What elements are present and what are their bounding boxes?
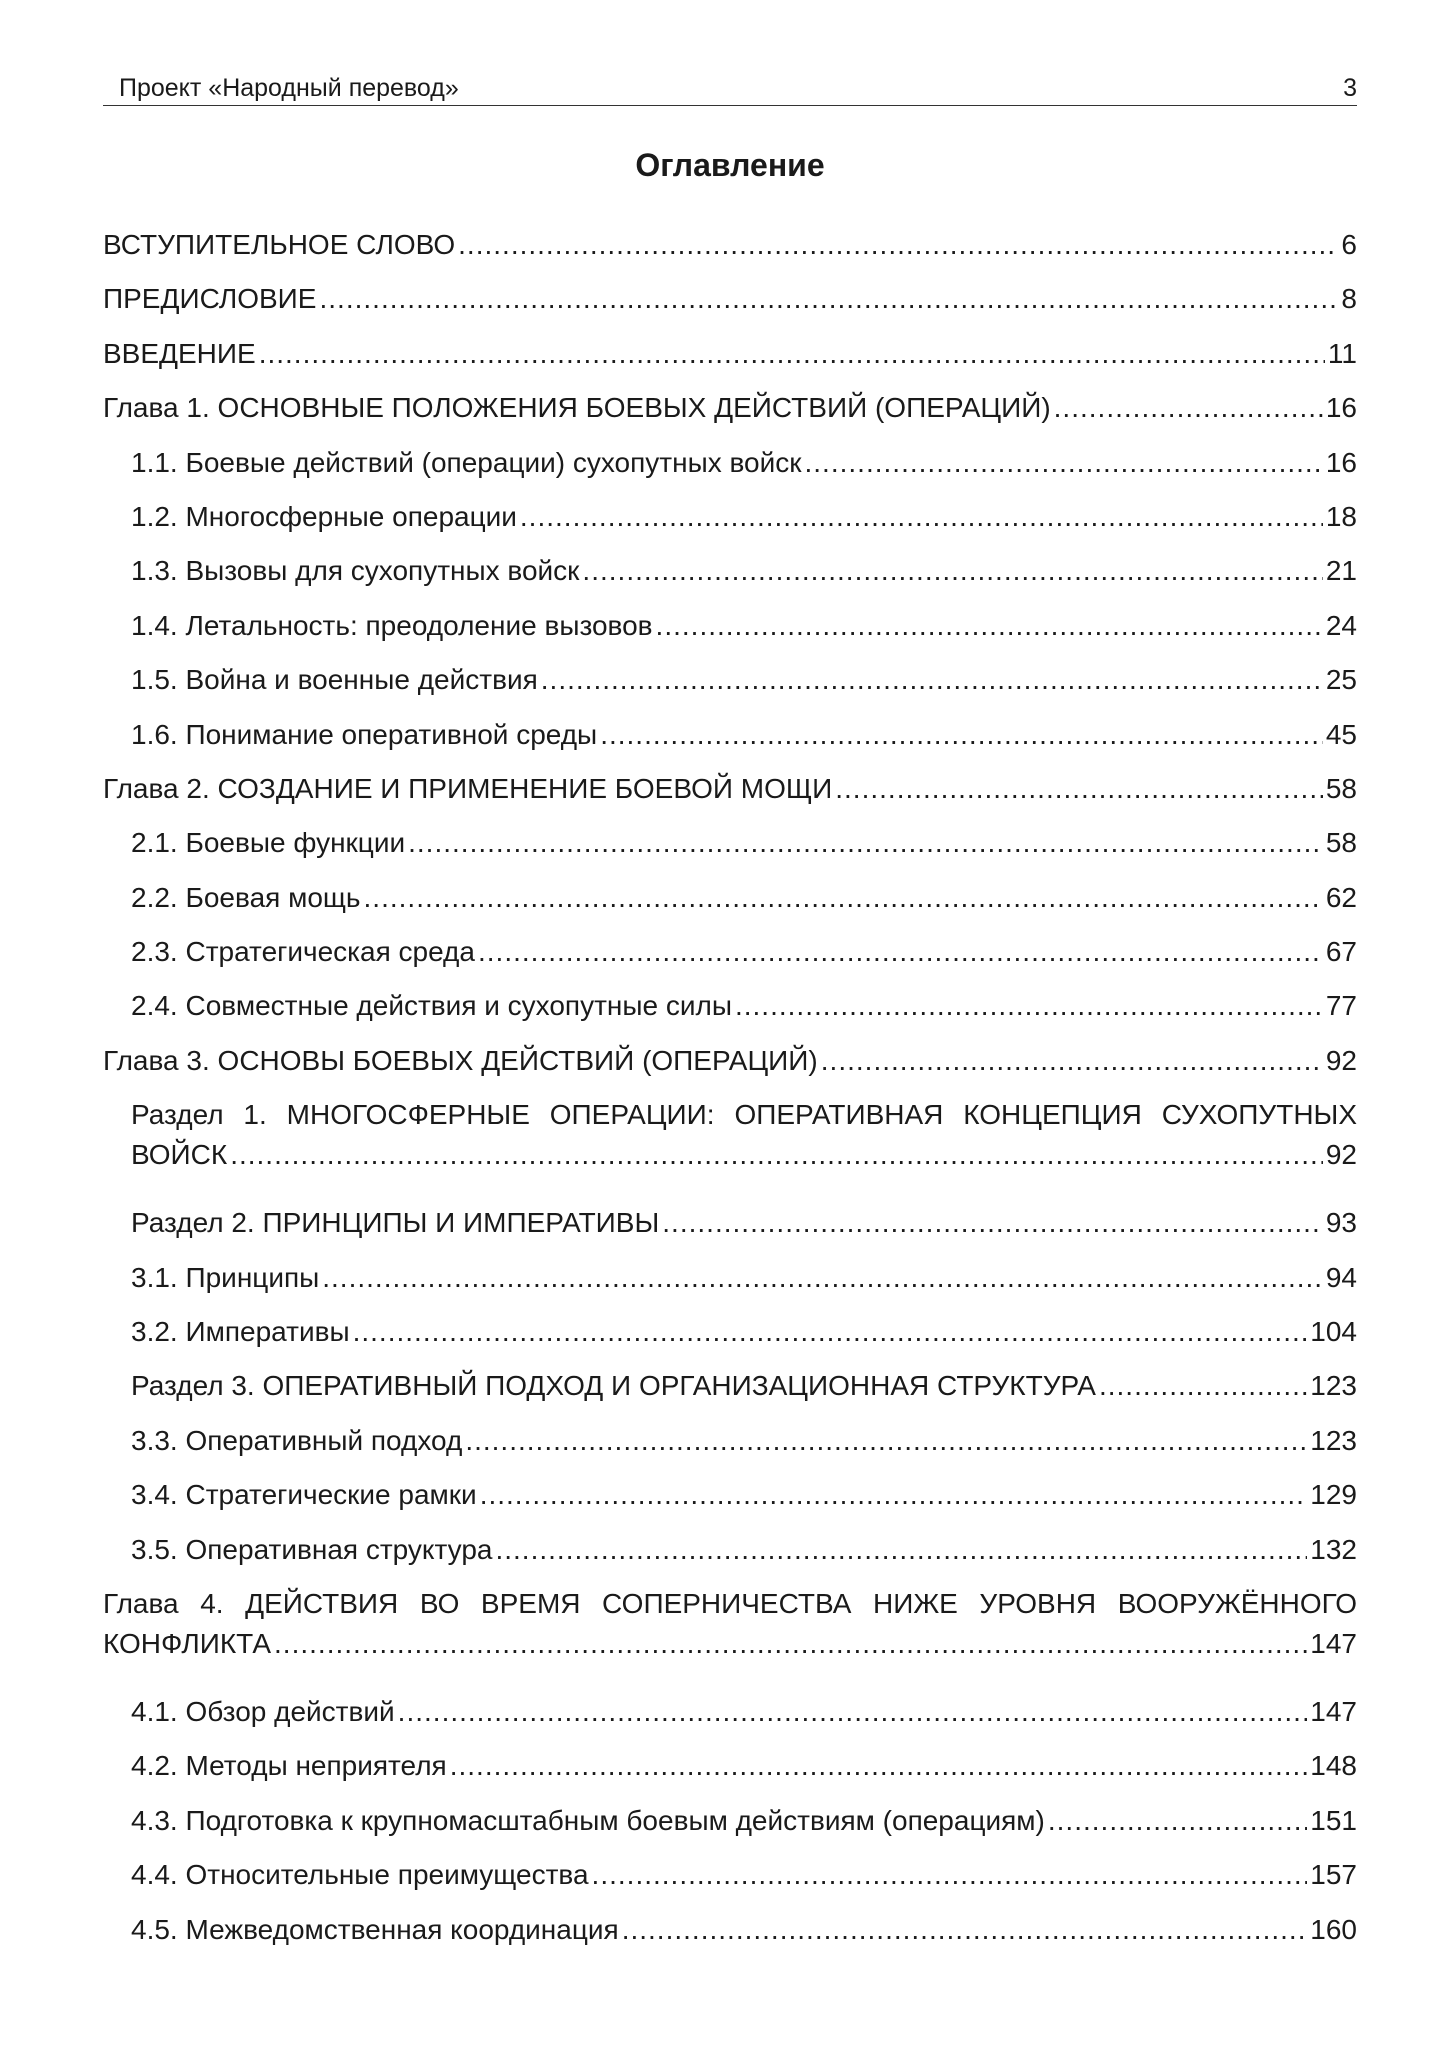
dot-leader — [465, 1421, 1307, 1461]
toc-entry-label: 1.6. Понимание оперативной среды — [131, 718, 598, 750]
toc-entry-page: 21 — [1325, 555, 1357, 587]
toc-entry-page: 62 — [1325, 881, 1357, 913]
dot-leader — [592, 1855, 1308, 1895]
toc-entry-label: 3.2. Императивы — [131, 1316, 350, 1348]
toc-entry-page: 151 — [1310, 1804, 1357, 1836]
dot-leader — [495, 1530, 1307, 1570]
toc-entry-page: 16 — [1325, 392, 1357, 424]
dot-leader — [450, 1746, 1308, 1786]
toc-entry-page: 6 — [1341, 229, 1357, 260]
toc-entry[interactable] — [103, 1041, 1357, 1095]
toc-entry-page: 132 — [1310, 1533, 1357, 1565]
toc-entry-label-continued: КОНФЛИКТА — [103, 1627, 272, 1659]
toc-entry[interactable] — [103, 932, 1357, 986]
toc-entry[interactable] — [103, 1258, 1357, 1312]
toc-entry-page: 18 — [1325, 500, 1357, 532]
toc-entry[interactable] — [103, 986, 1357, 1040]
toc-entry[interactable] — [103, 388, 1357, 442]
toc-entry[interactable] — [103, 660, 1357, 714]
toc-entry-page: 92 — [1325, 1044, 1357, 1076]
toc-entry-label: 1.4. Летальность: преодоление вызовов — [131, 609, 653, 641]
toc-entry-page: 148 — [1310, 1750, 1357, 1782]
toc-entry-label: 4.3. Подготовка к крупномасштабным боевым действиям (операциям) — [131, 1804, 1045, 1836]
toc-entry[interactable] — [103, 497, 1357, 551]
toc-entry-label: 1.1. Боевые действий (операции) сухопутных войск — [131, 446, 802, 478]
toc-entry[interactable] — [103, 443, 1357, 497]
toc-entry-page: 147 — [1310, 1627, 1357, 1659]
toc-entry[interactable] — [103, 878, 1357, 932]
dot-leader — [835, 769, 1323, 809]
toc-entry[interactable] — [103, 1312, 1357, 1366]
toc-entry-page: 104 — [1310, 1316, 1357, 1348]
toc-entry[interactable] — [103, 1801, 1357, 1855]
toc-entry-label: Глава 4. ДЕЙСТВИЯ ВО ВРЕМЯ СОПЕРНИЧЕСТВА НИЖЕ УРОВНЯ ВООРУЖЁННОГО — [103, 1587, 1357, 1619]
dot-leader — [1054, 388, 1323, 428]
dot-leader — [320, 279, 1339, 319]
toc-entry-continuation — [131, 1135, 1357, 1203]
toc-entry-page: 147 — [1310, 1695, 1357, 1727]
toc-entry-label: Раздел 2. ПРИНЦИПЫ И ИМПЕРАТИВЫ — [131, 1207, 660, 1239]
dot-leader — [541, 660, 1323, 700]
toc-entry[interactable] — [103, 1366, 1357, 1420]
dot-leader — [1099, 1366, 1307, 1406]
running-header — [103, 72, 1357, 106]
toc-entry-label: 2.2. Боевая мощь — [131, 881, 361, 913]
toc-entry-continuation — [103, 1624, 1357, 1692]
table-of-contents — [103, 225, 1357, 1964]
toc-entry-label: 2.1. Боевые функции — [131, 827, 406, 859]
dot-leader — [364, 878, 1323, 918]
toc-entry-label: Раздел 1. МНОГОСФЕРНЫЕ ОПЕРАЦИИ: ОПЕРАТИВНАЯ КОНЦЕПЦИЯ СУХОПУТНЫХ — [131, 1099, 1357, 1131]
toc-entry-label: 4.1. Обзор действий — [131, 1695, 395, 1727]
toc-entry-page: 67 — [1325, 936, 1357, 968]
toc-entry-page: 11 — [1327, 337, 1357, 369]
toc-entry-label: 1.2. Многосферные операции — [131, 500, 517, 532]
toc-entry-label-continued: ВОЙСК — [131, 1139, 228, 1171]
toc-entry-label: 4.5. Межведомственная координация — [131, 1913, 619, 1945]
dot-leader — [458, 225, 1338, 265]
toc-entry[interactable] — [103, 715, 1357, 769]
toc-entry[interactable] — [103, 1910, 1357, 1964]
dot-leader — [805, 443, 1323, 483]
toc-entry-page: 45 — [1325, 718, 1357, 750]
dot-leader — [408, 823, 1323, 863]
dot-leader — [398, 1692, 1308, 1732]
toc-entry-label: 4.2. Методы неприятеля — [131, 1750, 447, 1782]
dot-leader — [520, 497, 1323, 537]
toc-entry-label: Раздел 3. ОПЕРАТИВНЫЙ ПОДХОД И ОРГАНИЗАЦИОННАЯ СТРУКТУРА — [131, 1370, 1096, 1402]
toc-entry-label: 1.3. Вызовы для сухопутных войск — [131, 555, 580, 587]
dot-leader — [821, 1041, 1323, 1081]
page-number: 3 — [1343, 74, 1357, 102]
project-name: Проект «Народный перевод» — [119, 74, 459, 102]
toc-entry[interactable] — [103, 606, 1357, 660]
toc-entry[interactable] — [103, 279, 1357, 333]
toc-entry-page: 16 — [1325, 446, 1357, 478]
toc-entry-label: Глава 1. ОСНОВНЫЕ ПОЛОЖЕНИЯ БОЕВЫХ ДЕЙСТВИЙ (ОПЕРАЦИЙ) — [103, 392, 1051, 424]
toc-entry-page: 25 — [1325, 664, 1357, 696]
dot-leader — [259, 334, 1325, 374]
toc-entry[interactable] — [103, 1475, 1357, 1529]
toc-entry-page: 94 — [1325, 1261, 1357, 1293]
dot-leader — [480, 1475, 1308, 1515]
toc-entry-label: 3.4. Стратегические рамки — [131, 1479, 477, 1511]
toc-entry[interactable] — [103, 225, 1357, 279]
toc-entry-label: ПРЕДИСЛОВИЕ — [103, 283, 317, 315]
dot-leader — [1048, 1801, 1307, 1841]
toc-entry-label: 1.5. Война и военные действия — [131, 664, 538, 696]
dot-leader — [322, 1258, 1323, 1298]
toc-entry-label: Глава 3. ОСНОВЫ БОЕВЫХ ДЕЙСТВИЙ (ОПЕРАЦИЙ) — [103, 1044, 818, 1076]
toc-entry-page: 24 — [1325, 609, 1357, 641]
toc-entry[interactable] — [103, 1692, 1357, 1746]
toc-entry[interactable] — [103, 1203, 1357, 1257]
toc-entry-label: 3.3. Оперативный подход — [131, 1424, 463, 1456]
dot-leader — [622, 1910, 1308, 1950]
toc-entry-label: 3.5. Оперативная структура — [131, 1533, 493, 1565]
toc-entry[interactable] — [103, 1855, 1357, 1909]
toc-entry-page: 157 — [1310, 1859, 1357, 1891]
toc-entry-label: 2.4. Совместные действия и сухопутные силы — [131, 990, 732, 1022]
toc-entry-page: 77 — [1325, 990, 1357, 1022]
toc-entry[interactable] — [103, 1095, 1357, 1203]
toc-entry[interactable] — [103, 1530, 1357, 1584]
toc-entry-page: 58 — [1325, 772, 1357, 804]
toc-entry-page: 123 — [1310, 1370, 1357, 1402]
dot-leader — [656, 606, 1323, 646]
toc-entry-page: 92 — [1325, 1139, 1357, 1171]
toc-entry-label: ВСТУПИТЕЛЬНОЕ СЛОВО — [103, 229, 456, 260]
toc-title: Оглавление — [635, 147, 825, 183]
toc-entry-page: 160 — [1310, 1913, 1357, 1945]
toc-entry-label: Глава 2. СОЗДАНИЕ И ПРИМЕНЕНИЕ БОЕВОЙ МОЩИ — [103, 772, 833, 804]
toc-entry-label: 3.1. Принципы — [131, 1261, 320, 1293]
toc-entry-page: 58 — [1325, 827, 1357, 859]
dot-leader — [274, 1624, 1307, 1664]
toc-entry[interactable] — [103, 1421, 1357, 1475]
toc-entry-label: ВВЕДЕНИЕ — [103, 337, 256, 369]
toc-entry[interactable] — [103, 334, 1357, 388]
dot-leader — [662, 1203, 1323, 1243]
toc-entry-page: 93 — [1325, 1207, 1357, 1239]
dot-leader — [735, 986, 1323, 1026]
dot-leader — [353, 1312, 1308, 1352]
toc-entry[interactable] — [103, 551, 1357, 605]
toc-entry[interactable] — [103, 1584, 1357, 1692]
dot-leader — [478, 932, 1323, 972]
toc-entry-page: 123 — [1310, 1424, 1357, 1456]
toc-entry-label: 2.3. Стратегическая среда — [131, 936, 475, 968]
toc-entry-page: 8 — [1341, 283, 1357, 315]
dot-leader — [600, 715, 1323, 755]
toc-entry[interactable] — [103, 769, 1357, 823]
dot-leader — [230, 1135, 1323, 1175]
toc-entry-page: 129 — [1310, 1479, 1357, 1511]
dot-leader — [582, 551, 1322, 591]
toc-entry[interactable] — [103, 823, 1357, 877]
toc-entry[interactable] — [103, 1746, 1357, 1800]
toc-entry-label: 4.4. Относительные преимущества — [131, 1859, 589, 1891]
